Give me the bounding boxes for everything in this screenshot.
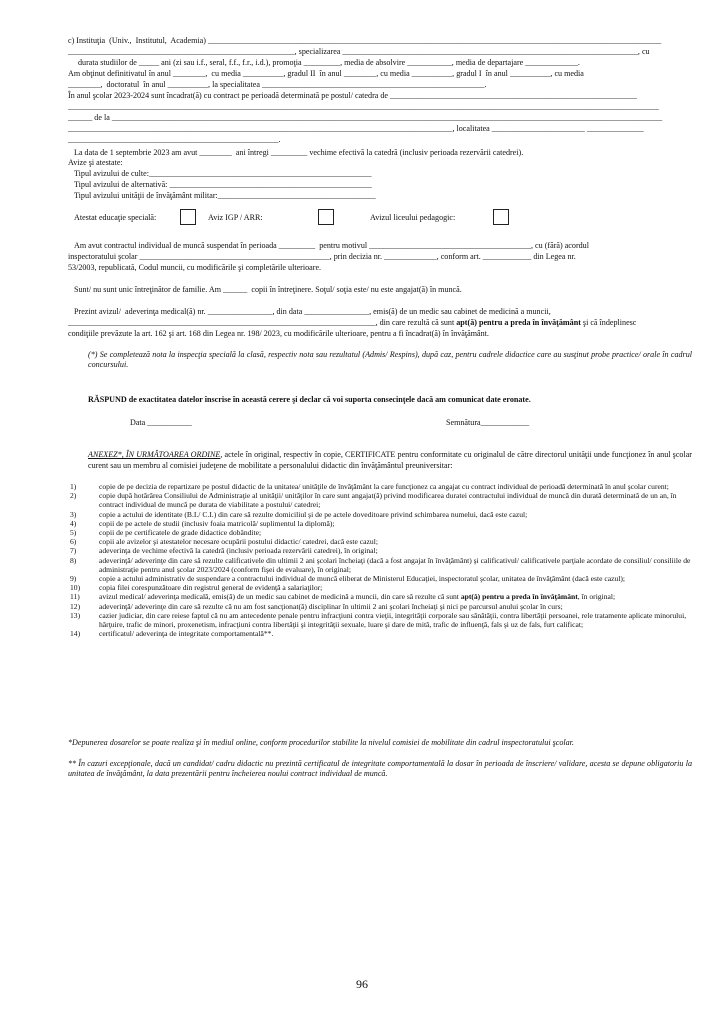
annex-item (70, 537, 692, 546)
annex-item-number: 5) (70, 528, 77, 538)
annex-item-text: cazier judiciar, din care reiese faptul că nu am antecedente penale pentru infracţiuni contra vieţii, integrităţii corporale sau sănătăţii, contra libertăţii persoanei, rele tratamente aplicate minorului, hărţuire, trafic de minori, proxenetism, infracţiuni contra libertăţii şi integrităţii sexuale, luare şi dare de mită, trafic de influenţă, fals şi uz de fals, furt calificat; (99, 610, 687, 630)
inspectorate-line: inspectoratului şcolar _______________________________________________, prin decizia nr. _____________, conform art. ____________ din Legea nr. (68, 252, 576, 261)
labor-code-line: 53/2003, republicată, Codul muncii, cu modificările şi completările ulterioare. (68, 263, 322, 272)
annex-item-text: adeverinţa de vechime efectivă la catedră (inclusiv perioada rezervării catedrei), în original; (99, 546, 378, 556)
annex-item-text: avizul medical/ adeverinţa medicală, emis(ă) de un medic sau cabinet de medicină a muncii, din care să rezulte că sunt apt(ă) pentru a preda în învăţământ, în original; (99, 592, 616, 602)
family-line: Sunt/ nu sunt unic întreţinător de familie. Am ______ copii în întreţinere. Soţul/ soţia este/ nu este angajat(ă) în muncă. (74, 285, 462, 294)
annex-item (70, 592, 692, 601)
annex-item-text: copii de pe certificatele de grade didactice dobândite; (99, 528, 262, 538)
igp-arr-label: Aviz IGP / ARR: (208, 213, 263, 222)
annex-item-number: 2) (70, 491, 77, 501)
pedagogical-checkbox[interactable] (493, 209, 509, 225)
annex-item (70, 546, 692, 555)
annex-item-number: 9) (70, 574, 77, 584)
declaration: RĂSPUND de exactitatea datelor înscrise în această cerere şi declar că voi suporta consecinţele dacă am comunicat date eronate. (88, 395, 531, 404)
medical-certificate-line: Prezint avizul/ adeverinţa medical(ă) nr. ________________, din data ________________, emis(ă) de un medic sau cabinet de medicină a muncii, (74, 307, 551, 316)
integrity-footnote: ** În cazuri excepţionale, dacă un candidat/ cadru didactic nu prezintă certificatul de integritate comportamentală la dosar în perioada de înscriere/ validare, acesta se depune obligatoriu la unitatea de învăţământ, la data prezentării pentru încheierea noului contract individual de muncă. (68, 759, 692, 778)
blank-line: __________________________________________________________________________________________________________________________________________________ (68, 102, 659, 111)
annex-item (70, 574, 692, 583)
annex-item-number: 3) (70, 509, 77, 519)
annex-item (70, 556, 692, 574)
annex-item (70, 602, 692, 611)
annex-item-number: 6) (70, 537, 77, 547)
blank-line: ____________________________________________________. (68, 135, 281, 144)
annex-item (70, 482, 692, 491)
annex-item-text: copia filei corespunzătoare din registrul general de evidenţă a salariaţilor; (99, 583, 323, 593)
annex-item-number: 11) (70, 592, 80, 602)
page-number: 96 (356, 977, 368, 991)
annex-item-number: 1) (70, 482, 77, 491)
annex-intro: ANEXEZ*, ÎN URMĂTOAREA ORDINE, actele în original, respectiv în copie, CERTIFICATE pentru conformitate cu originalul de către directorul unităţii unde funcţionez în anul şcolar curent sau un membru al comisiei judeţene de mobilitate a personalului didactic din învăţământul preuniversitar: (88, 450, 693, 470)
annex-item (70, 629, 692, 638)
suspended-contract-line: Am avut contractul individual de muncă suspendat în perioada _________ pentru motivul ________________________________________, cu (fără) acordul (74, 241, 589, 250)
annex-item-text: adeverinţă/ adeverinţe din care să rezulte că nu am fost sancţionat(ă) disciplinar în ultimii 2 ani şcolari încheiaţi şi nici pe parcursul anului şcolar în curs; (99, 601, 563, 611)
annex-item-text: certificatul/ adeverinţa de integritate comportamentală**. (99, 629, 274, 639)
locality-line: _______________________________________________________________________________________________, localitatea _______________________ ______________ (68, 124, 644, 133)
annex-item-number: 14) (70, 629, 81, 639)
annex-item (70, 519, 692, 528)
special-education-label: Atestat educaţie specială: (74, 213, 157, 222)
alternative-approval-line: Tipul avizului de alternativă: __________________________________________________ (74, 180, 372, 189)
annex-item-number: 12) (70, 601, 81, 611)
annex-item-text: copie a actului de identitate (B.I./ C.I.) din care să rezulte domiciliul şi de pe actele doveditoare privind schimbarea numelui, dacă este cazul; (99, 509, 528, 519)
annex-item (70, 611, 692, 629)
seniority-line: La data de 1 septembrie 2023 am avut ________ ani întregi _________ vechime efectivă la catedră (inclusiv perioada rezervării catedrei). (74, 148, 524, 157)
date-field: Data ___________ (130, 418, 192, 427)
inspection-note: (*) Se completează nota la inspecţia specială la clasă, respectiv nota sau rezultatul (Admis/ Respins), după caz, pentru cadrele didactice care au susţinut probe practice/ orale în cadrul concursului. (88, 350, 692, 369)
pedagogical-label: Avizul liceului pedagogic: (370, 213, 456, 222)
annex-list (70, 482, 692, 638)
school-line: ______ de la ________________________________________________________________________________________________________________________________________ (68, 113, 663, 122)
annex-item (70, 510, 692, 519)
military-approval-line: Tipul avizului unităţii de învăţământ militar:_______________________________________ (74, 191, 376, 200)
annex-item-number: 13) (70, 610, 81, 620)
annex-item-text: adeverinţă/ adeverinţe din care să rezulte calificativele din ultimii 2 ani şcolari încheiaţi (dacă a fost angajat în învăţământ) şi calificativul/ calificativele parţiale acordate de consiliul/ consiliile de administraţie pentru anul şcolar 2023/2024 (conform fişei de evaluare), în original; (99, 555, 691, 574)
studies-duration-line: durata studiilor de _____ ani (zi sau i.f., seral, f.f., f.r., i.d.), promoţia _________, media de absolvire ___________, media de departajare _____________. (78, 58, 580, 67)
approvals-heading: Avize şi atestate: (68, 158, 123, 167)
annex-item-number: 4) (70, 518, 77, 528)
annex-item-text: copie a actului administrativ de suspendare a contractului individual de muncă eliberat de Ministerul Educaţiei, inspectoratul şcolar, unitatea de învăţământ (dacă este cazul); (99, 574, 625, 584)
online-footnote: *Depunerea dosarelor se poate realiza şi în mediul online, conform procedurilor stabilite la nivelul comisiei de mobilitate din cadrul inspectoratului şcolar. (68, 738, 574, 747)
definitivat-line: Am obţinut definitivatul în anul ________, cu media __________, gradul II în anul ________, cu media __________, gradul I în anul __________, cu media (68, 69, 584, 78)
annex-item-text: copii ale avizelor şi atestatelor necesare ocupării postului didactic/ catedrei, dacă este cazul; (99, 537, 378, 547)
annex-item (70, 491, 692, 509)
annex-item-text: copie de pe decizia de repartizare pe postul didactic de la unitatea/ unităţile de învăţământ la care funcţionez ca angajat cu contract individual de perioadă determinată în anul şcolar curent; (99, 482, 669, 491)
annex-item-number: 7) (70, 546, 77, 556)
special-education-checkbox[interactable] (180, 209, 196, 225)
igp-arr-checkbox[interactable] (318, 209, 334, 225)
specialization-line: ________________________________________________________, specializarea _________________________________________________________________________, cu (68, 47, 650, 56)
institution-line: c) Instituţia (Univ., Institutul, Academia) ________________________________________________________________________________________________________________ (68, 36, 662, 45)
medical-result-line: ____________________________________________________________________________, din care rezultă că sunt apt(ă) pentru a preda în învăţământ şi că îndeplinesc (68, 318, 637, 327)
religious-approval-line: Tipul avizului de culte:_______________________________________________________ (74, 169, 372, 178)
employment-line: În anul şcolar 2023-2024 sunt încadrat(ă) cu contract pe perioadă determinată pe postul/ catedra de _____________________________________________________________ (68, 91, 637, 100)
annex-item-number: 8) (70, 555, 77, 565)
annex-item-number: 10) (70, 583, 81, 593)
doctorate-line: ________, doctoratul în anul __________, la specialitatea _______________________________________________________. (68, 80, 487, 89)
annex-item-text: copii de pe actele de studii (inclusiv foaia matricolă/ suplimentul la diplomă); (99, 518, 335, 528)
signature-field: Semnătura____________ (446, 418, 530, 427)
annex-item (70, 583, 692, 592)
law-conditions-line: condiţiile prevăzute la art. 162 şi art. 168 din Legea nr. 198/ 2023, cu modificările ulterioare, pentru a fi încadrat(ă) în învăţământ. (68, 329, 489, 338)
annex-item-text: copie după hotărârea Consiliului de Administraţie al unităţii/ unităţilor în care sunt angajat(ă) privind modificarea duratei contractului individual de muncă din durată determinată de un an, în contract individual de muncă pe durata de viabilitate a postului/ catedrei; (99, 491, 677, 510)
annex-item (70, 528, 692, 537)
